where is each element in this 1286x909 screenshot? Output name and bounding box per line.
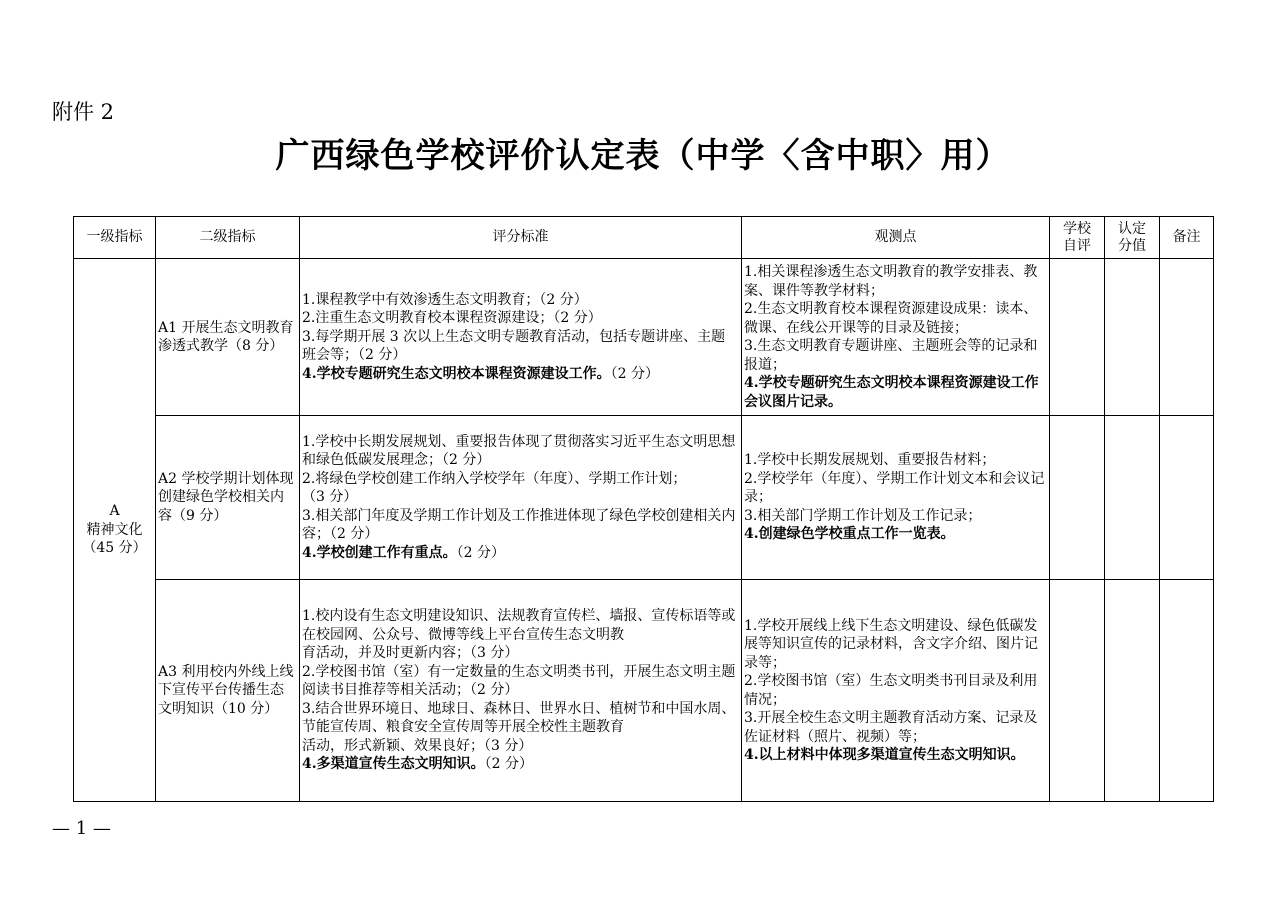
page-title: 广西绿色学校评价认定表（中学〈含中职〉用） [275, 136, 1011, 176]
table-row [74, 580, 1214, 802]
criteria-cell: 1.学校中长期发展规划、重要报告体现了贯彻落实习近平生态文明思想和绿色低碳发展理念；（2 分） 2.将绿色学校创建工作纳入学校学年（年度）、学期工作计划； （3 分） 3.相关部门年度及学期工作计划及工作推进体现了绿色学校创建相关内容；（2 分） 4.学校创建工作有重点。（2 分） [300, 416, 742, 580]
indicator-cell: A1 开展生态文明教育渗透式教学（8 分） [156, 259, 300, 416]
header-level2: 二级指标 [156, 217, 300, 259]
table-row [74, 259, 1214, 416]
remark-cell[interactable] [1160, 416, 1214, 580]
header-observation: 观测点 [742, 217, 1050, 259]
remark-cell[interactable] [1160, 259, 1214, 416]
header-self-eval: 学校 自评 [1050, 217, 1105, 259]
header-remark: 备注 [1160, 217, 1214, 259]
criteria-cell: 1.课程教学中有效渗透生态文明教育；（2 分） 2.注重生态文明教育校本课程资源建设；（2 分） 3.每学期开展 3 次以上生态文明专题教育活动，包括专题讲座、主题班会等；（2 分） 4.学校专题研究生态文明校本课程资源建设工作。（2 分） [300, 259, 742, 416]
table-header-row [74, 217, 1214, 259]
remark-cell[interactable] [1160, 580, 1214, 802]
category-cell: A 精神文化 （45 分） [74, 259, 156, 802]
self-eval-cell[interactable] [1050, 416, 1105, 580]
header-level1: 一级指标 [74, 217, 156, 259]
indicator-cell: A3 利用校内外线上线下宣传平台传播生态文明知识（10 分） [156, 580, 300, 802]
attachment-label: 附件 2 [52, 100, 115, 124]
evaluation-table [73, 216, 1214, 802]
observation-cell: 1.学校开展线上线下生态文明建设、绿色低碳发展等知识宣传的记录材料，含文字介绍、图片记录等； 2.学校图书馆（室）生态文明类书刊目录及利用情况； 3.开展全校生态文明主题教育活动方案、记录及佐证材料（照片、视频）等； 4.以上材料中体现多渠道宣传生态文明知识。 [742, 580, 1050, 802]
observation-cell: 1.相关课程渗透生态文明教育的教学安排表、教案、课件等教学材料； 2.生态文明教育校本课程资源建设成果：读本、微课、在线公开课等的目录及链接； 3.生态文明教育专题讲座、主题班会等的记录和报道； 4.学校专题研究生态文明校本课程资源建设工作会议图片记录。 [742, 259, 1050, 416]
self-eval-cell[interactable] [1050, 580, 1105, 802]
header-criteria: 评分标准 [300, 217, 742, 259]
certified-score-cell[interactable] [1105, 416, 1160, 580]
self-eval-cell[interactable] [1050, 259, 1105, 416]
certified-score-cell[interactable] [1105, 580, 1160, 802]
criteria-cell: 1.校内设有生态文明建设知识、法规教育宣传栏、墙报、宣传标语等或在校园网、公众号、微博等线上平台宣传生态文明教 育活动，并及时更新内容；（3 分） 2.学校图书馆（室）有一定数量的生态文明类书刊，开展生态文明主题阅读书目推荐等相关活动；（2 分） 3.结合世界环境日、地球日、森林日、世界水日、植树节和中国水周、节能宣传周、粮食安全宣传周等开展全校性主题教育 活动，形式新颖、效果良好；（3 分） 4.多渠道宣传生态文明知识。（2 分） [300, 580, 742, 802]
table-row [74, 416, 1214, 580]
observation-cell: 1.学校中长期发展规划、重要报告材料； 2.学校学年（年度）、学期工作计划文本和会议记录； 3.相关部门学期工作计划及工作记录； 4.创建绿色学校重点工作一览表。 [742, 416, 1050, 580]
header-certified: 认定 分值 [1105, 217, 1160, 259]
certified-score-cell[interactable] [1105, 259, 1160, 416]
indicator-cell: A2 学校学期计划体现创建绿色学校相关内容（9 分） [156, 416, 300, 580]
page-number: — 1 — [52, 818, 111, 839]
